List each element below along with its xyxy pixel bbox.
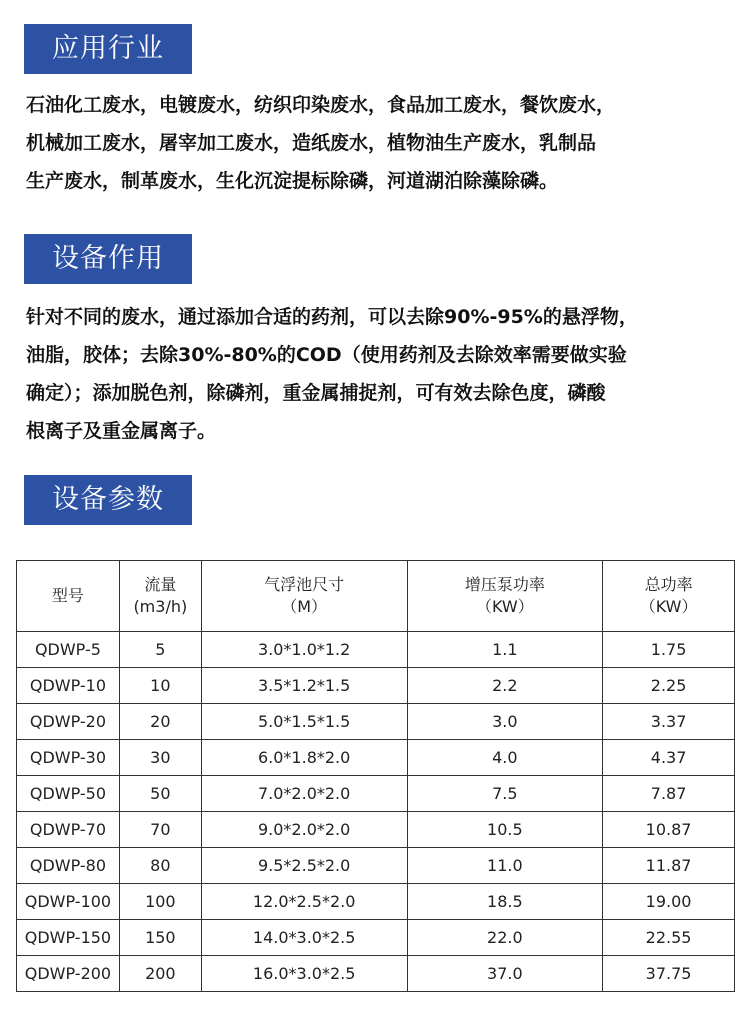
cell-total-power: 4.37 bbox=[603, 740, 735, 776]
cell-model: QDWP-150 bbox=[17, 920, 120, 956]
cell-flow: 50 bbox=[119, 776, 201, 812]
parameters-table bbox=[16, 560, 735, 992]
cell-model: QDWP-50 bbox=[17, 776, 120, 812]
header-flow-unit: (m3/h) bbox=[133, 597, 188, 616]
table-row bbox=[17, 848, 735, 884]
header-model bbox=[17, 561, 120, 632]
cell-flow: 70 bbox=[119, 812, 201, 848]
cell-model: QDWP-70 bbox=[17, 812, 120, 848]
header-pump-power-unit: （KW） bbox=[475, 597, 534, 616]
cell-tank-size: 3.5*1.2*1.5 bbox=[201, 668, 407, 704]
cell-pump-power: 22.0 bbox=[407, 920, 603, 956]
cell-total-power: 2.25 bbox=[603, 668, 735, 704]
function-line: 根离子及重金属离子。 bbox=[26, 420, 217, 442]
cell-model: QDWP-30 bbox=[17, 740, 120, 776]
cell-total-power: 19.00 bbox=[603, 884, 735, 920]
cell-flow: 200 bbox=[119, 956, 201, 992]
cell-flow: 100 bbox=[119, 884, 201, 920]
table-row bbox=[17, 956, 735, 992]
cell-model: QDWP-100 bbox=[17, 884, 120, 920]
header-pump-power-label: 增压泵功率 bbox=[464, 575, 545, 594]
cell-pump-power: 11.0 bbox=[407, 848, 603, 884]
cell-tank-size: 12.0*2.5*2.0 bbox=[201, 884, 407, 920]
header-flow-label: 流量 bbox=[144, 575, 177, 594]
cell-total-power: 22.55 bbox=[603, 920, 735, 956]
cell-total-power: 7.87 bbox=[603, 776, 735, 812]
table-row bbox=[17, 740, 735, 776]
industry-section-title: 应用行业 bbox=[24, 24, 192, 74]
cell-pump-power: 2.2 bbox=[407, 668, 603, 704]
table-row bbox=[17, 884, 735, 920]
cell-pump-power: 4.0 bbox=[407, 740, 603, 776]
table-row bbox=[17, 704, 735, 740]
params-section-title: 设备参数 bbox=[24, 475, 192, 525]
table-row bbox=[17, 776, 735, 812]
cell-tank-size: 3.0*1.0*1.2 bbox=[201, 632, 407, 668]
cell-model: QDWP-20 bbox=[17, 704, 120, 740]
cell-flow: 5 bbox=[119, 632, 201, 668]
cell-tank-size: 16.0*3.0*2.5 bbox=[201, 956, 407, 992]
cell-tank-size: 5.0*1.5*1.5 bbox=[201, 704, 407, 740]
cell-flow: 10 bbox=[119, 668, 201, 704]
cell-total-power: 37.75 bbox=[603, 956, 735, 992]
cell-tank-size: 6.0*1.8*2.0 bbox=[201, 740, 407, 776]
cell-pump-power: 7.5 bbox=[407, 776, 603, 812]
cell-pump-power: 10.5 bbox=[407, 812, 603, 848]
function-paragraph bbox=[26, 298, 726, 450]
cell-flow: 20 bbox=[119, 704, 201, 740]
function-line: 针对不同的废水，通过添加合适的药剂，可以去除90%-95%的悬浮物， bbox=[26, 306, 638, 328]
cell-flow: 30 bbox=[119, 740, 201, 776]
cell-total-power: 10.87 bbox=[603, 812, 735, 848]
function-line: 油脂，胶体；去除30%-80%的COD（使用药剂及去除效率需要做实验 bbox=[26, 344, 627, 366]
cell-total-power: 3.37 bbox=[603, 704, 735, 740]
cell-pump-power: 37.0 bbox=[407, 956, 603, 992]
header-total-power bbox=[603, 561, 735, 632]
cell-tank-size: 7.0*2.0*2.0 bbox=[201, 776, 407, 812]
cell-total-power: 11.87 bbox=[603, 848, 735, 884]
cell-tank-size: 9.5*2.5*2.0 bbox=[201, 848, 407, 884]
header-model-label: 型号 bbox=[51, 586, 84, 605]
header-tank-size-unit: （M） bbox=[281, 597, 328, 616]
cell-flow: 80 bbox=[119, 848, 201, 884]
header-total-power-label: 总功率 bbox=[644, 575, 693, 594]
function-line: 确定）；添加脱色剂，除磷剂，重金属捕捉剂，可有效去除色度，磷酸 bbox=[26, 382, 606, 404]
cell-pump-power: 18.5 bbox=[407, 884, 603, 920]
header-tank-size bbox=[201, 561, 407, 632]
industry-line: 生产废水，制革废水，生化沉淀提标除磷，河道湖泊除藻除磷。 bbox=[26, 170, 559, 192]
industry-line: 石油化工废水，电镀废水，纺织印染废水，食品加工废水，餐饮废水， bbox=[26, 94, 616, 116]
cell-model: QDWP-10 bbox=[17, 668, 120, 704]
cell-total-power: 1.75 bbox=[603, 632, 735, 668]
table-row bbox=[17, 668, 735, 704]
cell-model: QDWP-200 bbox=[17, 956, 120, 992]
cell-model: QDWP-80 bbox=[17, 848, 120, 884]
cell-model: QDWP-5 bbox=[17, 632, 120, 668]
table-row bbox=[17, 920, 735, 956]
table-row bbox=[17, 812, 735, 848]
cell-flow: 150 bbox=[119, 920, 201, 956]
cell-pump-power: 1.1 bbox=[407, 632, 603, 668]
industry-paragraph bbox=[26, 86, 726, 200]
header-flow bbox=[119, 561, 201, 632]
cell-tank-size: 14.0*3.0*2.5 bbox=[201, 920, 407, 956]
table-header-row bbox=[17, 561, 735, 632]
header-total-power-unit: （KW） bbox=[639, 597, 698, 616]
cell-pump-power: 3.0 bbox=[407, 704, 603, 740]
function-section-title: 设备作用 bbox=[24, 234, 192, 284]
header-pump-power bbox=[407, 561, 603, 632]
table-row bbox=[17, 632, 735, 668]
cell-tank-size: 9.0*2.0*2.0 bbox=[201, 812, 407, 848]
header-tank-size-label: 气浮池尺寸 bbox=[264, 575, 345, 594]
industry-line: 机械加工废水，屠宰加工废水，造纸废水，植物油生产废水，乳制品 bbox=[26, 132, 597, 154]
